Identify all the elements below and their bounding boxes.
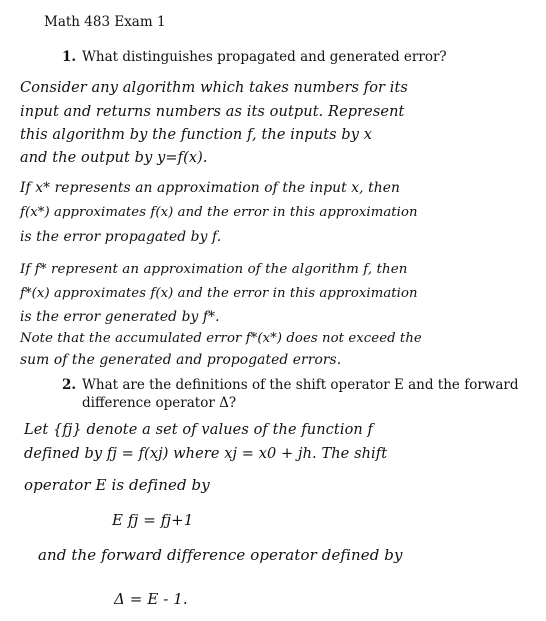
answer-1-line-8: If f* represent an approximation of the algorithm f, then [20, 262, 408, 277]
answer-1-line-7: is the error propagated by f. [20, 229, 222, 245]
question-2-number: 2. [62, 377, 77, 393]
question-2-prompt-line-2: difference operator Δ? [82, 395, 237, 411]
question-1-number: 1. [62, 49, 77, 65]
answer-2-line-4: and the forward difference operator defined by [38, 546, 403, 564]
answer-1-line-10: is the error generated by f*. [20, 309, 220, 325]
question-1-prompt: What distinguishes propagated and generated error? [82, 49, 447, 65]
answer-1-note-line-1: Note that the accumulated error f*(x*) does not exceed the [20, 331, 422, 346]
difference-operator-formula: Δ = E - 1. [114, 590, 188, 608]
answer-1-line-6: f(x*) approximates f(x) and the error in this approximation [20, 205, 418, 220]
answer-1-note-line-2: sum of the generated and propogated errors. [20, 352, 342, 368]
answer-1-line-1: Consider any algorithm which takes numbers for its [20, 80, 408, 96]
answer-1-line-3: this algorithm by the function f, the inputs by x [20, 127, 373, 143]
answer-2-line-3: operator E is defined by [24, 476, 210, 494]
answer-2-line-1: Let {fj} denote a set of values of the function f [24, 422, 374, 438]
answer-1-line-9: f*(x) approximates f(x) and the error in this approximation [20, 286, 418, 301]
exam-title: Math 483 Exam 1 [44, 14, 166, 30]
answer-1-line-5: If x* represents an approximation of the input x, then [20, 180, 400, 196]
shift-operator-formula: E fj = fj+1 [112, 511, 194, 529]
answer-1-line-2: input and returns numbers as its output. Represent [20, 104, 405, 120]
question-2-prompt-line-1: What are the definitions of the shift operator E and the forward [82, 377, 519, 393]
answer-1-line-4: and the output by y=f(x). [20, 150, 208, 166]
answer-2-line-2: defined by fj = f(xj) where xj = x0 + jh. The shift [24, 446, 388, 462]
